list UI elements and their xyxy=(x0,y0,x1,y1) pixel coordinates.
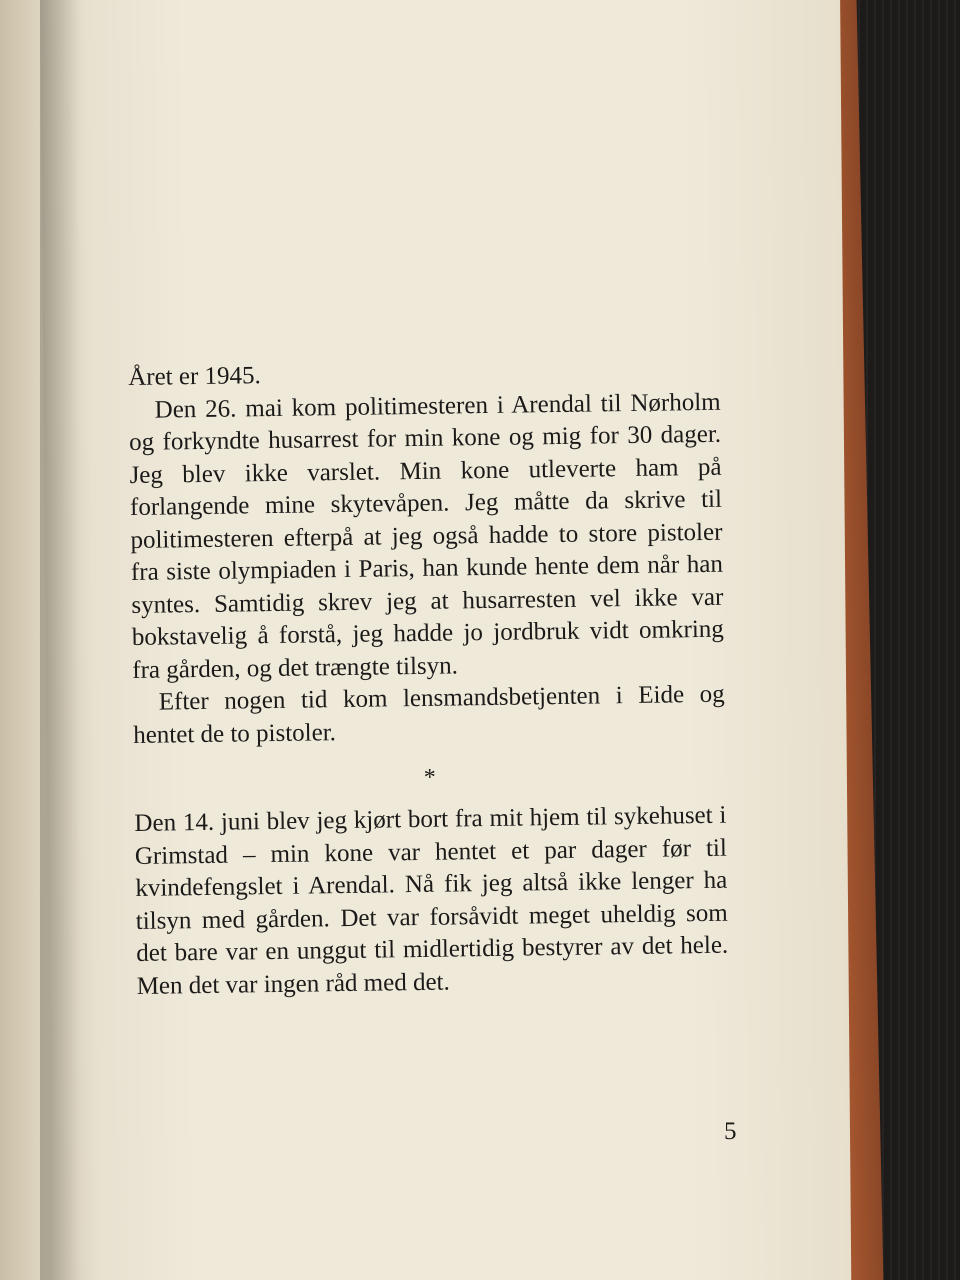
paragraph: Efter nogen tid kom lensmandsbetjenten i Eide og hentet de to pistoler. xyxy=(133,680,725,749)
page-text xyxy=(128,354,729,1003)
page-number: 5 xyxy=(724,1118,737,1145)
paragraph: Den 26. mai kom politimesteren i Arendal til Nørholm og forkyndte husarrest for min kone og mig for 30 dager. Jeg blev ikke varslet. Min kone utleverte ham på forlangende mine skytevåpen. Jeg måtte da skrive til politimesteren efterpå at jeg også hadde to store pistoler fra siste olympiaden i Paris, han kunde hente dem når han syntes. Samtidig skrev jeg at husarresten vel ikke var bokstavelig å forstå, jeg hadde jo jordbruk vidt omkring fra gården, og det trængte tilsyn. xyxy=(128,388,724,684)
section-separator: * xyxy=(423,764,437,791)
paragraph: Den 14. juni blev jeg kjørt bort fra mit hjem til sykehuset i Grimstad – min kone var hentet et par dager før til kvindefengslet i Arendal. Nå fik jeg altså ikke lenger ha tilsyn med gården. Det var forsåvidt meget uheldig som det bare var en unggut til midlertidig bestyrer av det hele. Men det var ingen råd med det. xyxy=(134,801,729,1000)
paragraph-opening: Året er 1945. xyxy=(128,362,261,391)
